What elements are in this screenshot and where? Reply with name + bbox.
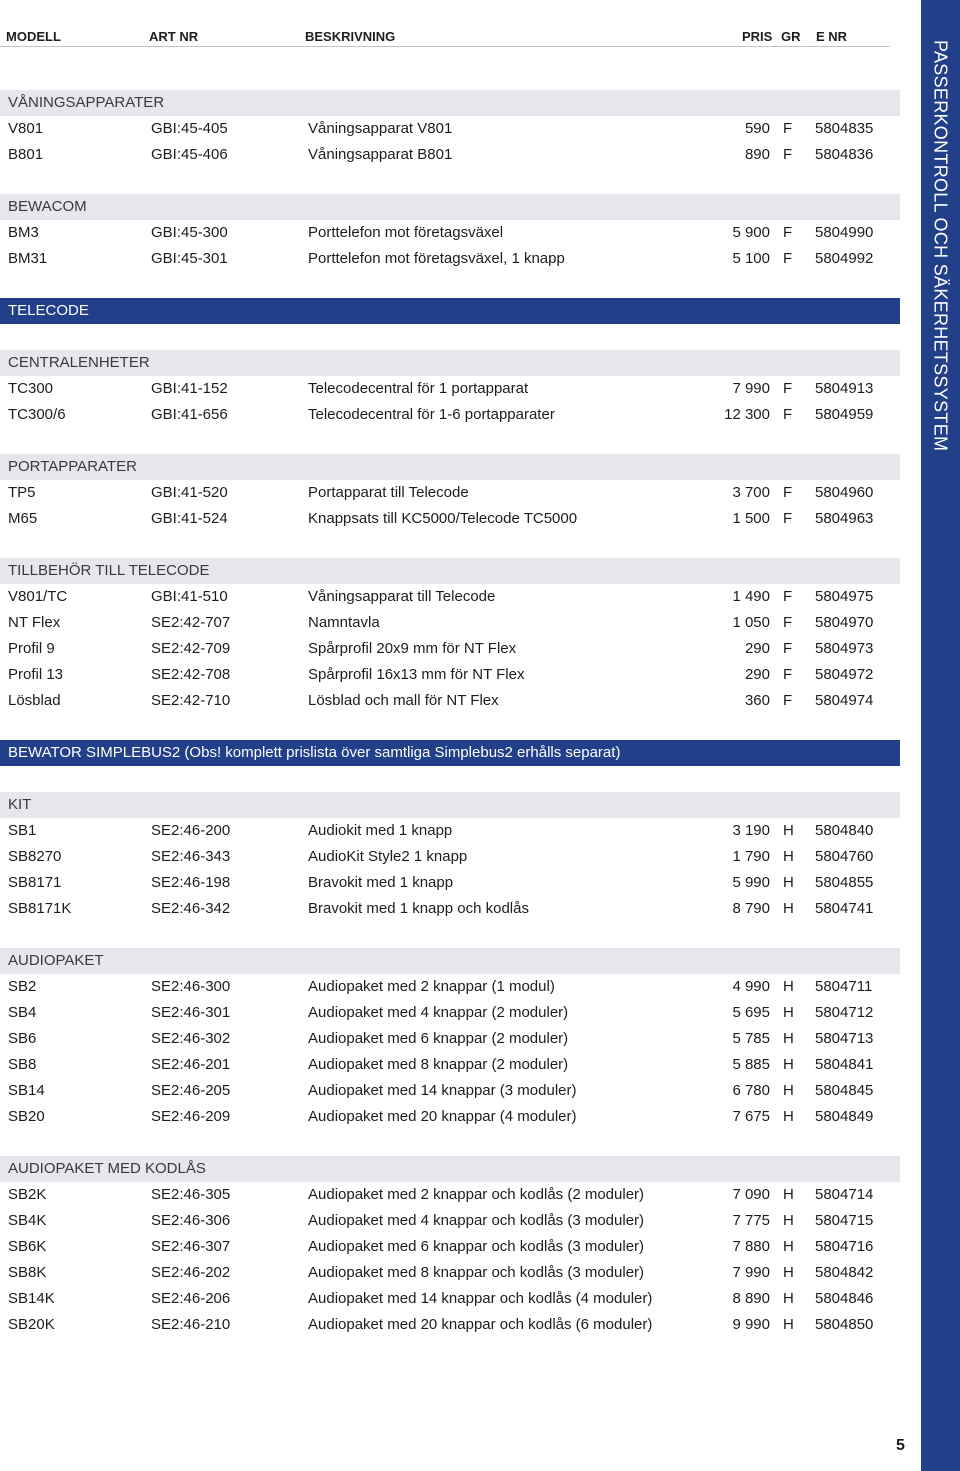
header-group: GR: [781, 29, 801, 44]
e-nr-cell: 5804855: [815, 874, 874, 891]
description-cell: Våningsapparat till Telecode: [308, 588, 496, 605]
model-cell: SB2: [8, 978, 37, 995]
model-cell: B801: [8, 146, 44, 163]
section-label: BEWACOM: [8, 198, 87, 215]
e-nr-cell: 5804712: [815, 1004, 874, 1021]
price-cell: 12 300: [724, 406, 770, 423]
e-nr-cell: 5804972: [815, 666, 874, 683]
section-header: [0, 792, 900, 818]
model-cell: SB20: [8, 1108, 45, 1125]
table-row: [0, 818, 900, 844]
price-list: [0, 90, 900, 1338]
group-cell: H: [783, 1056, 794, 1073]
page-number: 5: [896, 1437, 905, 1454]
art-nr-cell: SE2:42-709: [151, 640, 231, 657]
price-cell: 1 790: [732, 848, 770, 865]
model-cell: SB8270: [8, 848, 62, 865]
description-cell: Audiopaket med 8 knappar och kodlås (3 moduler): [308, 1264, 645, 1281]
group-cell: H: [783, 978, 794, 995]
e-nr-cell: 5804760: [815, 848, 874, 865]
group-cell: F: [783, 692, 793, 709]
table-row: [0, 584, 900, 610]
price-cell: 5 990: [732, 874, 770, 891]
e-nr-cell: 5804913: [815, 380, 874, 397]
section-label: VÅNINGSAPPARATER: [8, 94, 165, 111]
section-label: BEWATOR SIMPLEBUS2 (Obs! komplett prislista över samtliga Simplebus2 erhålls separat): [8, 744, 621, 761]
table-row: [0, 662, 900, 688]
model-cell: TC300/6: [8, 406, 66, 423]
header-description: BESKRIVNING: [305, 29, 396, 44]
model-cell: SB4: [8, 1004, 37, 1021]
art-nr-cell: SE2:46-198: [151, 874, 231, 891]
model-cell: SB2K: [8, 1186, 47, 1203]
group-cell: F: [783, 510, 793, 527]
e-nr-cell: 5804840: [815, 822, 874, 839]
model-cell: V801: [8, 120, 44, 137]
table-row: [0, 220, 900, 246]
price-cell: 1 500: [732, 510, 770, 527]
art-nr-cell: SE2:46-209: [151, 1108, 231, 1125]
table-header: [0, 28, 890, 47]
description-cell: Telecodecentral för 1-6 portapparater: [308, 406, 555, 423]
group-cell: F: [783, 224, 793, 241]
description-cell: Porttelefon mot företagsväxel: [308, 224, 504, 241]
price-cell: 5 885: [732, 1056, 770, 1073]
spacer: [0, 714, 900, 740]
group-cell: H: [783, 1316, 794, 1333]
art-nr-cell: SE2:46-305: [151, 1186, 231, 1203]
price-cell: 1 490: [732, 588, 770, 605]
art-nr-cell: SE2:46-200: [151, 822, 231, 839]
description-cell: Porttelefon mot företagsväxel, 1 knapp: [308, 250, 565, 267]
table-row: [0, 116, 900, 142]
table-row: [0, 1312, 900, 1338]
group-cell: F: [783, 614, 793, 631]
art-nr-cell: GBI:45-406: [151, 146, 228, 163]
price-cell: 4 990: [732, 978, 770, 995]
section-label: CENTRALENHETER: [8, 354, 150, 371]
price-cell: 9 990: [732, 1316, 770, 1333]
price-cell: 360: [744, 692, 770, 709]
art-nr-cell: SE2:46-202: [151, 1264, 231, 1281]
model-cell: Profil 13: [8, 666, 64, 683]
description-cell: Audiopaket med 2 knappar (1 modul): [308, 978, 555, 995]
table-row: [0, 610, 900, 636]
group-cell: H: [783, 1264, 794, 1281]
price-cell: 290: [744, 666, 770, 683]
group-cell: F: [783, 146, 793, 163]
table-row: [0, 1078, 900, 1104]
group-cell: H: [783, 848, 794, 865]
table-row: [0, 1182, 900, 1208]
art-nr-cell: SE2:46-306: [151, 1212, 231, 1229]
table-row: [0, 974, 900, 1000]
group-cell: F: [783, 250, 793, 267]
group-cell: H: [783, 822, 794, 839]
e-nr-cell: 5804842: [815, 1264, 874, 1281]
sidebar-title: PASSERKONTROLL OCH SÄKERHETSSYSTEM: [930, 40, 951, 452]
table-row: [0, 402, 900, 428]
art-nr-cell: GBI:45-405: [151, 120, 228, 137]
price-cell: 5 900: [732, 224, 770, 241]
header-model: MODELL: [6, 29, 61, 44]
group-cell: F: [783, 120, 793, 137]
art-nr-cell: GBI:41-152: [151, 380, 228, 397]
model-cell: SB8: [8, 1056, 37, 1073]
model-cell: SB20K: [8, 1316, 55, 1333]
art-nr-cell: SE2:46-206: [151, 1290, 231, 1307]
table-row: [0, 1104, 900, 1130]
table-row: [0, 1260, 900, 1286]
description-cell: Audiopaket med 20 knappar (4 moduler): [308, 1108, 577, 1125]
group-cell: F: [783, 640, 793, 657]
description-cell: Bravokit med 1 knapp: [308, 874, 454, 891]
table-row: [0, 636, 900, 662]
section-header: [0, 948, 900, 974]
table-row: [0, 1000, 900, 1026]
price-cell: 590: [744, 120, 770, 137]
model-cell: SB8171: [8, 874, 62, 891]
table-row: [0, 844, 900, 870]
description-cell: Audiopaket med 4 knappar (2 moduler): [308, 1004, 569, 1021]
table-row: [0, 1026, 900, 1052]
price-cell: 7 090: [732, 1186, 770, 1203]
model-cell: V801/TC: [8, 588, 68, 605]
section-header: [0, 454, 900, 480]
spacer: [0, 766, 900, 792]
price-cell: 7 990: [732, 380, 770, 397]
model-cell: M65: [8, 510, 38, 527]
e-nr-cell: 5804975: [815, 588, 874, 605]
category-band: [0, 740, 900, 766]
art-nr-cell: SE2:46-343: [151, 848, 231, 865]
description-cell: Lösblad och mall för NT Flex: [308, 692, 499, 709]
group-cell: H: [783, 874, 794, 891]
model-cell: NT Flex: [8, 614, 61, 631]
art-nr-cell: SE2:46-300: [151, 978, 231, 995]
model-cell: SB1: [8, 822, 37, 839]
description-cell: Audiopaket med 6 knappar (2 moduler): [308, 1030, 569, 1047]
model-cell: BM31: [8, 250, 48, 267]
group-cell: H: [783, 1238, 794, 1255]
e-nr-cell: 5804845: [815, 1082, 874, 1099]
section-header: [0, 350, 900, 376]
group-cell: F: [783, 588, 793, 605]
price-cell: 7 675: [732, 1108, 770, 1125]
group-cell: F: [783, 406, 793, 423]
art-nr-cell: GBI:45-300: [151, 224, 228, 241]
price-cell: 5 100: [732, 250, 770, 267]
price-cell: 3 700: [732, 484, 770, 501]
model-cell: SB8171K: [8, 900, 72, 917]
table-row: [0, 1234, 900, 1260]
description-cell: Våningsapparat V801: [308, 120, 453, 137]
group-cell: H: [783, 1030, 794, 1047]
description-cell: Våningsapparat B801: [308, 146, 453, 163]
art-nr-cell: SE2:46-302: [151, 1030, 231, 1047]
group-cell: H: [783, 1082, 794, 1099]
table-row: [0, 246, 900, 272]
group-cell: H: [783, 1290, 794, 1307]
table-row: [0, 896, 900, 922]
e-nr-cell: 5804990: [815, 224, 874, 241]
section-label: PORTAPPARATER: [8, 458, 137, 475]
e-nr-cell: 5804849: [815, 1108, 874, 1125]
price-cell: 3 190: [732, 822, 770, 839]
table-row: [0, 1286, 900, 1312]
e-nr-cell: 5804713: [815, 1030, 874, 1047]
e-nr-cell: 5804715: [815, 1212, 874, 1229]
section-header: [0, 558, 900, 584]
price-cell: 7 990: [732, 1264, 770, 1281]
spacer: [0, 532, 900, 558]
model-cell: Lösblad: [8, 692, 61, 709]
art-nr-cell: SE2:46-205: [151, 1082, 231, 1099]
table-row: [0, 870, 900, 896]
description-cell: Audiopaket med 4 knappar och kodlås (3 moduler): [308, 1212, 645, 1229]
model-cell: TP5: [8, 484, 36, 501]
e-nr-cell: 5804716: [815, 1238, 874, 1255]
description-cell: Audiokit med 1 knapp: [308, 822, 453, 839]
description-cell: Audiopaket med 6 knappar och kodlås (3 moduler): [308, 1238, 645, 1255]
model-cell: SB14: [8, 1082, 45, 1099]
group-cell: F: [783, 666, 793, 683]
model-cell: SB14K: [8, 1290, 55, 1307]
table-row: [0, 1208, 900, 1234]
description-cell: Audiopaket med 8 knappar (2 moduler): [308, 1056, 569, 1073]
group-cell: H: [783, 900, 794, 917]
e-nr-cell: 5804714: [815, 1186, 874, 1203]
description-cell: Audiopaket med 14 knappar och kodlås (4 moduler): [308, 1290, 653, 1307]
e-nr-cell: 5804973: [815, 640, 874, 657]
art-nr-cell: GBI:41-510: [151, 588, 228, 605]
spacer: [0, 272, 900, 298]
group-cell: F: [783, 380, 793, 397]
art-nr-cell: GBI:45-301: [151, 250, 228, 267]
e-nr-cell: 5804841: [815, 1056, 874, 1073]
description-cell: Knappsats till KC5000/Telecode TC5000: [308, 510, 578, 527]
table-row: [0, 480, 900, 506]
price-cell: 7 775: [732, 1212, 770, 1229]
group-cell: H: [783, 1004, 794, 1021]
price-cell: 1 050: [732, 614, 770, 631]
section-label: TILLBEHÖR TILL TELECODE: [8, 562, 210, 579]
price-cell: 890: [744, 146, 770, 163]
table-row: [0, 1052, 900, 1078]
e-nr-cell: 5804992: [815, 250, 874, 267]
spacer: [0, 324, 900, 350]
table-row: [0, 506, 900, 532]
description-cell: Audiopaket med 2 knappar och kodlås (2 moduler): [308, 1186, 645, 1203]
price-cell: 290: [744, 640, 770, 657]
price-cell: 8 890: [732, 1290, 770, 1307]
table-row: [0, 688, 900, 714]
group-cell: H: [783, 1212, 794, 1229]
art-nr-cell: SE2:46-210: [151, 1316, 231, 1333]
price-cell: 7 880: [732, 1238, 770, 1255]
section-label: AUDIOPAKET MED KODLÅS: [8, 1160, 206, 1177]
model-cell: SB6K: [8, 1238, 47, 1255]
e-nr-cell: 5804836: [815, 146, 874, 163]
art-nr-cell: GBI:41-520: [151, 484, 228, 501]
e-nr-cell: 5804850: [815, 1316, 874, 1333]
section-header: [0, 1156, 900, 1182]
section-label: TELECODE: [8, 302, 89, 319]
table-row: [0, 142, 900, 168]
e-nr-cell: 5804711: [815, 978, 873, 995]
table-row: [0, 376, 900, 402]
spacer: [0, 1130, 900, 1156]
group-cell: H: [783, 1108, 794, 1125]
spacer: [0, 428, 900, 454]
spacer: [0, 922, 900, 948]
section-header: [0, 194, 900, 220]
art-nr-cell: SE2:42-710: [151, 692, 231, 709]
e-nr-cell: 5804974: [815, 692, 874, 709]
spacer: [0, 168, 900, 194]
description-cell: AudioKit Style2 1 knapp: [308, 848, 468, 865]
section-label: AUDIOPAKET: [8, 952, 104, 969]
description-cell: Spårprofil 16x13 mm för NT Flex: [308, 666, 525, 683]
header-art-nr: ART NR: [149, 29, 199, 44]
model-cell: Profil 9: [8, 640, 55, 657]
art-nr-cell: SE2:42-707: [151, 614, 231, 631]
model-cell: TC300: [8, 380, 54, 397]
model-cell: SB4K: [8, 1212, 47, 1229]
art-nr-cell: GBI:41-656: [151, 406, 228, 423]
e-nr-cell: 5804960: [815, 484, 874, 501]
price-cell: 5 785: [732, 1030, 770, 1047]
description-cell: Namntavla: [308, 614, 380, 631]
section-header: [0, 90, 900, 116]
e-nr-cell: 5804835: [815, 120, 874, 137]
group-cell: H: [783, 1186, 794, 1203]
model-cell: BM3: [8, 224, 39, 241]
model-cell: SB8K: [8, 1264, 47, 1281]
art-nr-cell: SE2:46-307: [151, 1238, 231, 1255]
description-cell: Telecodecentral för 1 portapparat: [308, 380, 529, 397]
description-cell: Portapparat till Telecode: [308, 484, 469, 501]
e-nr-cell: 5804846: [815, 1290, 874, 1307]
e-nr-cell: 5804970: [815, 614, 874, 631]
e-nr-cell: 5804741: [815, 900, 874, 917]
model-cell: SB6: [8, 1030, 37, 1047]
description-cell: Bravokit med 1 knapp och kodlås: [308, 900, 529, 917]
header-e-nr: E NR: [816, 29, 848, 44]
group-cell: F: [783, 484, 793, 501]
art-nr-cell: GBI:41-524: [151, 510, 228, 527]
art-nr-cell: SE2:46-201: [151, 1056, 231, 1073]
e-nr-cell: 5804959: [815, 406, 874, 423]
e-nr-cell: 5804963: [815, 510, 874, 527]
art-nr-cell: SE2:42-708: [151, 666, 231, 683]
art-nr-cell: SE2:46-301: [151, 1004, 231, 1021]
description-cell: Spårprofil 20x9 mm för NT Flex: [308, 640, 517, 657]
header-price: PRIS: [742, 29, 773, 44]
description-cell: Audiopaket med 14 knappar (3 moduler): [308, 1082, 577, 1099]
price-cell: 6 780: [732, 1082, 770, 1099]
price-cell: 5 695: [732, 1004, 770, 1021]
section-label: KIT: [8, 796, 32, 813]
price-cell: 8 790: [732, 900, 770, 917]
description-cell: Audiopaket med 20 knappar och kodlås (6 moduler): [308, 1316, 653, 1333]
category-band: [0, 298, 900, 324]
art-nr-cell: SE2:46-342: [151, 900, 231, 917]
